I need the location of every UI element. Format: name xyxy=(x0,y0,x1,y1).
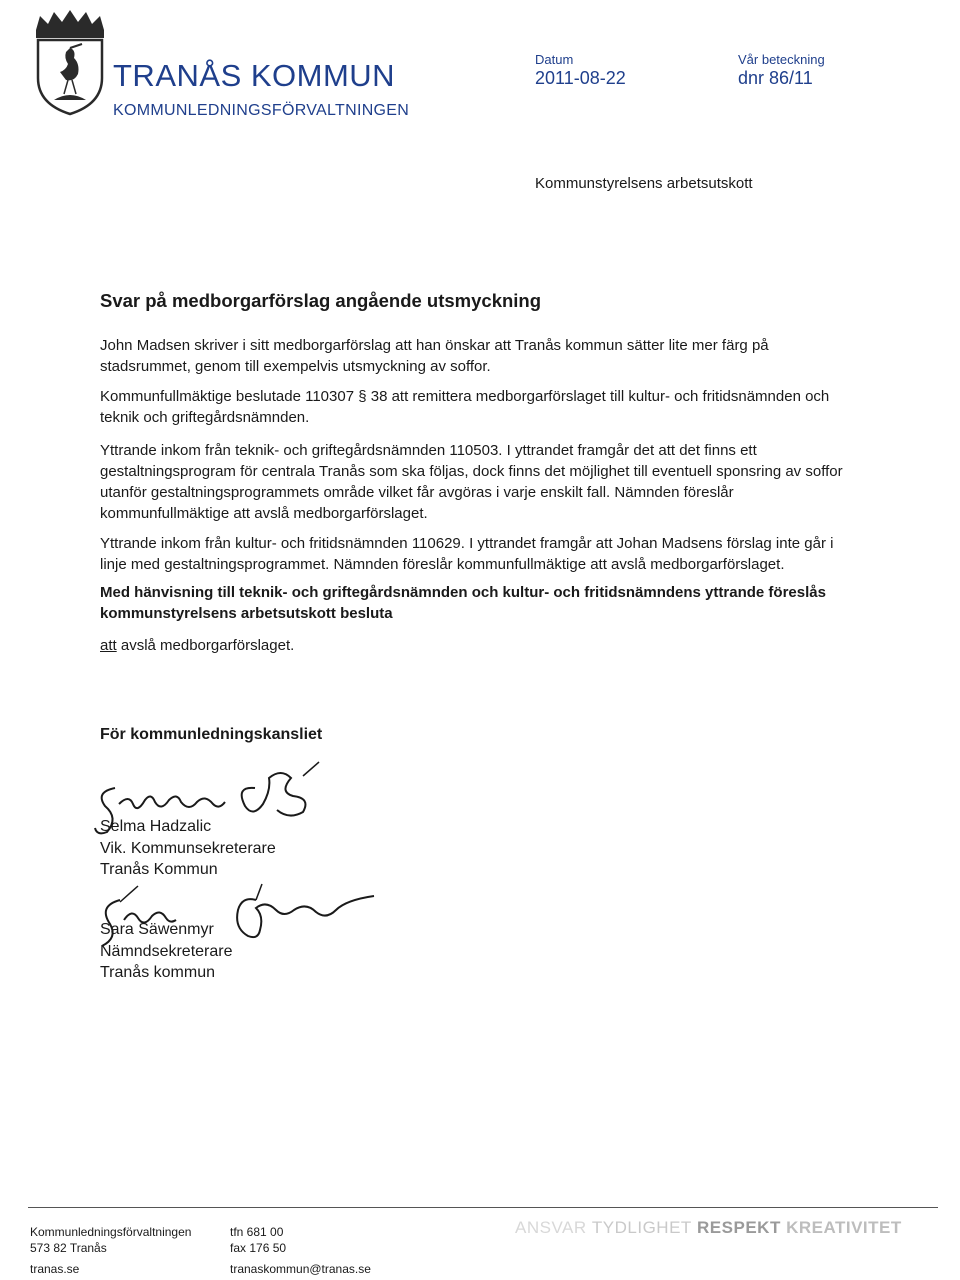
footer-divider xyxy=(28,1207,938,1208)
signer-1-role: Vik. Kommunsekreterare xyxy=(100,840,276,857)
footer-department: Kommunledningsförvaltningen xyxy=(30,1225,192,1239)
signer-1-name: Selma Hadzalic xyxy=(100,818,212,835)
footer-fax: fax 176 50 xyxy=(230,1241,287,1255)
recipient: Kommunstyrelsens arbetsutskott xyxy=(535,175,753,192)
signer-2-name: Sara Säwenmyr xyxy=(100,921,214,938)
reference-label: Vår beteckning xyxy=(738,52,825,67)
paragraph-referral: Kommunfullmäktige beslutade 110307 § 38 att remittera medborgarförslaget till kultur- och fritidsnämnden och teknik och griftegårdsnämnden. xyxy=(100,388,830,426)
signoff-heading: För kommunledningskansliet xyxy=(100,726,323,743)
coat-of-arms-icon xyxy=(30,8,110,116)
date-value: 2011-08-22 xyxy=(535,68,626,88)
document-title: Svar på medborgarförslag angående utsmyckning xyxy=(100,290,542,311)
signer-2-role: Nämndsekreterare xyxy=(100,943,233,960)
footer-website-link[interactable]: tranas.se xyxy=(30,1262,80,1276)
footer-email-link[interactable]: tranaskommun@tranas.se xyxy=(230,1262,371,1276)
value-respekt: RESPEKT xyxy=(697,1218,781,1237)
signer-2-organization: Tranås kommun xyxy=(100,964,215,981)
value-ansvar: ANSVAR xyxy=(515,1218,587,1237)
core-values xyxy=(515,1218,902,1238)
decision-att: att xyxy=(100,637,117,654)
footer-phone: tfn 681 00 xyxy=(230,1225,284,1239)
decision-line xyxy=(100,635,860,656)
organization-name: TRANÅS KOMMUN xyxy=(113,58,396,93)
value-kreativitet: KREATIVITET xyxy=(786,1218,902,1237)
value-tydlighet: TYDLIGHET xyxy=(591,1218,692,1237)
footer-address: 573 82 Tranås xyxy=(30,1241,107,1255)
paragraph-recommendation: Med hänvisning till teknik- och griftegårdsnämnden och kultur- och fritidsnämndens yttrande föreslås kommunstyrelsens arbetsutskott besluta xyxy=(100,584,826,622)
paragraph-proposal: John Madsen skriver i sitt medborgarförslag att han önskar att Tranås kommun sätter lite mer färg på stadsrummet, genom till exempelvis utsmyckning av soffor. xyxy=(100,337,769,375)
reference-value: dnr 86/11 xyxy=(738,68,813,88)
paragraph-technical-statement: Yttrande inkom från teknik- och griftegårdsnämnden 110503. I yttrandet framgår det att det finns ett gestaltningsprogram för centrala Tranås som ska följas, dock finns det möjlighet till eventuell sponsring av soffor utanför gestaltningsprogrammets område vilket får avgöras i varje enskilt fall. Nämnden föreslår kommunfullmäktige att avslå medborgarförslaget. xyxy=(100,442,843,522)
organization-department: KOMMUNLEDNINGSFÖRVALTNINGEN xyxy=(113,102,410,119)
paragraph-culture-statement: Yttrande inkom från kultur- och fritidsnämnden 110629. I yttrandet framgår att Johan Madsens förslag inte går i linje med gestaltningsprogrammet. Nämnden föreslår kommunfullmäktige att avslå medborgarförslaget. xyxy=(100,535,834,573)
signer-1-organization: Tranås Kommun xyxy=(100,861,218,878)
decision-text: avslå medborgarförslaget. xyxy=(116,637,295,654)
date-label: Datum xyxy=(535,52,574,67)
